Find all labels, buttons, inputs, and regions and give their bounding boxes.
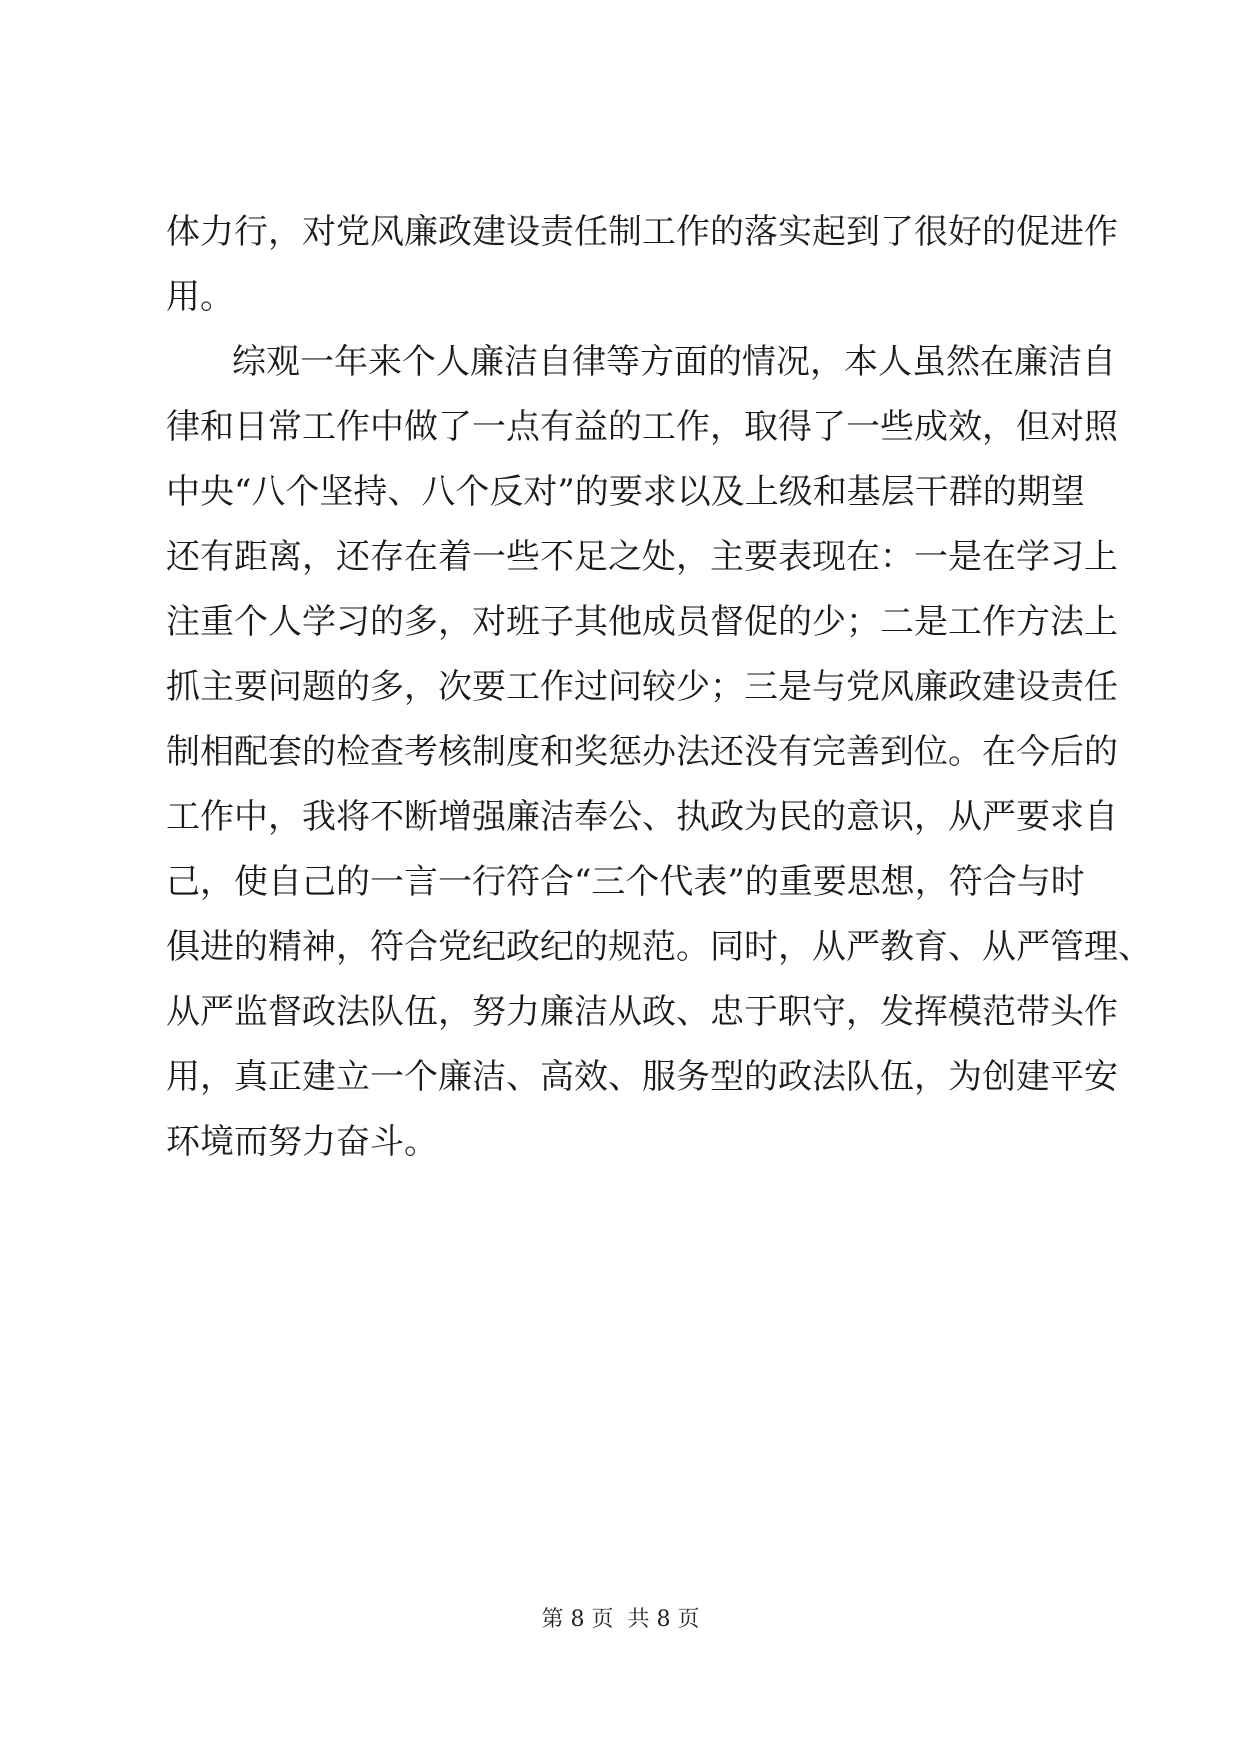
body-text [166, 200, 1152, 1175]
text-line: 工作中，我将不断增强廉洁奉公、执政为民的意识，从严要求自 [166, 797, 1118, 837]
text-line: 注重个人学习的多，对班子其他成员督促的少；二是工作方法上 [166, 602, 1118, 642]
text-line: 俱进的精神，符合党纪政纪的规范。同时，从严教育、从严管理、 [166, 927, 1152, 967]
text-line: 抓主要问题的多，次要工作过问较少；三是与党风廉政建设责任 [166, 667, 1118, 707]
text-line: 还有距离，还存在着一些不足之处，主要表现在：一是在学习上 [166, 537, 1118, 577]
text-line: 用，真正建立一个廉洁、高效、服务型的政法队伍，为创建平安 [166, 1057, 1118, 1097]
text-line: 从严监督政法队伍，努力廉洁从政、忠于职守，发挥模范带头作 [166, 992, 1118, 1032]
paragraph-start-line: 综观一年来个人廉洁自律等方面的情况，本人虽然在廉洁自 [232, 342, 1116, 382]
text-line: 环境而努力奋斗。 [166, 1122, 438, 1162]
page-number: 第 8 页 共 8 页 [541, 1607, 700, 1632]
text-line: 律和日常工作中做了一点有益的工作，取得了一些成效，但对照 [166, 407, 1118, 447]
text-line: 制相配套的检查考核制度和奖惩办法还没有完善到位。在今后的 [166, 732, 1118, 772]
text-line: 用。 [166, 277, 234, 317]
page-footer [0, 1605, 1241, 1635]
text-line: 己，使自己的一言一行符合“三个代表”的重要思想，符合与时 [166, 862, 1085, 902]
text-line: 中央“八个坚持、八个反对”的要求以及上级和基层干群的期望 [166, 472, 1085, 512]
text-line: 体力行，对党风廉政建设责任制工作的落实起到了很好的促进作 [166, 212, 1118, 252]
